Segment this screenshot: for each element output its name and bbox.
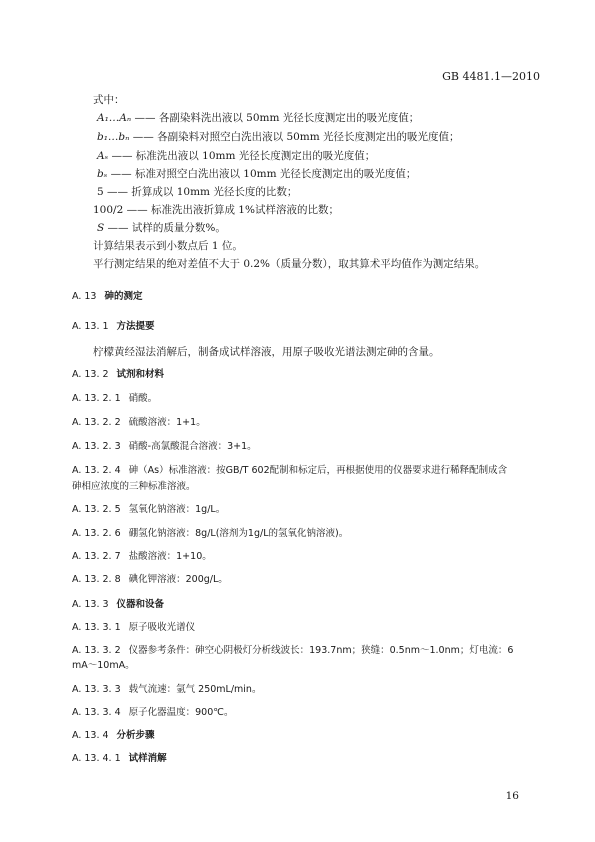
var-symbol: bₛ [97, 168, 108, 180]
clause-a13-3-2 [72, 644, 513, 658]
clause-text: 砷（As）标准溶液：按GB/T 602配制和标定后，再根据使用的仪器要求进行稀释配制成含 [128, 465, 508, 476]
formula-var-row [97, 185, 297, 199]
clause-number: A. 13. 2. 4 [72, 465, 121, 476]
clause-number: A. 13. 3. 3 [72, 684, 121, 695]
section-heading-a13-4 [72, 729, 155, 743]
page-number: 16 [505, 790, 519, 802]
section-number: A. 13 [72, 291, 97, 302]
clause-number: A. 13. 2. 2 [72, 417, 121, 428]
section-number: A. 13. 2 [72, 369, 109, 380]
clause-a13-2-4 [72, 464, 507, 478]
result-precision-note: 计算结果表示到小数点后 1 位。 [93, 240, 243, 252]
clause-number: A. 13. 2. 1 [72, 393, 121, 404]
clause-text: 硝酸-高氯酸混合溶液：3+1。 [128, 441, 257, 452]
var-desc: —— 折算成以 10mm 光径长度的比数； [107, 186, 298, 198]
var-desc: —— 标准对照空白洗出液以 10mm 光径长度测定出的吸光度值； [110, 168, 417, 180]
section-number: A. 13. 4. 1 [72, 753, 121, 764]
clause-number: A. 13. 2. 8 [72, 574, 121, 585]
clause-text: 氢氧化钠溶液：1g/L。 [128, 504, 226, 515]
clause-number: A. 13. 2. 7 [72, 551, 121, 562]
var-symbol: b₁…bₙ [97, 131, 130, 143]
section-title: 砷的测定 [104, 291, 143, 302]
formula-var-row [97, 130, 460, 144]
clause-a13-3-1 [72, 621, 195, 635]
section-title: 方法提要 [116, 321, 155, 332]
clause-a13-2-2 [72, 416, 206, 430]
clause-number: A. 13. 2. 6 [72, 528, 121, 539]
clause-number: A. 13. 2. 5 [72, 504, 121, 515]
clause-a13-3-2-continued: mA～10mA。 [72, 660, 135, 671]
clause-a13-2-7 [72, 550, 212, 564]
clause-text: 原子化器温度：900℃。 [128, 707, 234, 718]
clause-text: 硝酸。 [128, 393, 158, 404]
clause-a13-3-4 [72, 706, 233, 720]
formula-var-row [97, 167, 416, 181]
section-title: 试样消解 [128, 753, 167, 764]
var-desc: —— 标准洗出液折算成 1%试样溶液的比数； [126, 204, 339, 216]
section-number: A. 13. 1 [72, 321, 109, 332]
section-title: 仪器和设备 [116, 599, 165, 610]
clause-text: 硼氢化钠溶液：8g/L(溶剂为1g/L的氢氧化钠溶液)。 [128, 528, 349, 539]
clause-text: 碘化钾溶液：200g/L。 [128, 574, 228, 585]
section-title: 试剂和材料 [116, 369, 165, 380]
section-number: A. 13. 4 [72, 730, 109, 741]
var-symbol: 100/2 [93, 204, 124, 216]
var-desc: —— 各副染料对照空白洗出液以 50mm 光径长度测定出的吸光度值； [132, 131, 460, 143]
section-title: 分析步骤 [116, 730, 155, 741]
clause-a13-2-6 [72, 527, 348, 541]
clause-a13-2-4-continued: 砷相应浓度的三种标准溶液。 [72, 481, 196, 492]
formula-var-row [97, 221, 226, 235]
section-heading-a13 [72, 290, 142, 304]
clause-number: A. 13. 3. 4 [72, 707, 121, 718]
clause-a13-2-1 [72, 392, 157, 406]
section-heading-a13-4-1 [72, 752, 167, 766]
clause-text: 仪器参考条件：砷空心阴极灯分析线波长：193.7nm；狭缝：0.5nm～1.0nm；灯电流：6 [128, 645, 514, 656]
clause-text: 盐酸溶液：1+10。 [128, 551, 212, 562]
method-summary-text: 柠檬黄经湿法消解后，制备成试样溶液，用原子吸收光谱法测定砷的含量。 [93, 346, 440, 358]
clause-number: A. 13. 2. 3 [72, 441, 121, 452]
var-symbol: S [97, 222, 105, 234]
var-symbol: Aₛ [97, 150, 109, 162]
section-heading-a13-2 [72, 368, 164, 382]
formula-intro: 式中： [93, 94, 125, 106]
clause-text: 原子吸收光谱仪 [128, 622, 196, 633]
var-desc: —— 各副染料洗出液以 50mm 光径长度测定出的吸光度值； [134, 112, 420, 124]
clause-a13-2-8 [72, 573, 228, 587]
clause-a13-3-3 [72, 683, 261, 697]
var-symbol: A₁…Aₙ [97, 112, 132, 124]
var-desc: —— 试样的质量分数%。 [107, 222, 226, 234]
var-desc: —— 标准洗出液以 10mm 光径长度测定出的吸光度值； [111, 150, 376, 162]
clause-text: 载气流速：氩气 250mL/min。 [128, 684, 262, 695]
clause-number: A. 13. 3. 1 [72, 622, 121, 633]
var-symbol: 5 [97, 186, 104, 198]
clause-text: 硫酸溶液：1+1。 [128, 417, 206, 428]
clause-a13-2-3 [72, 440, 257, 454]
clause-number: A. 13. 3. 2 [72, 645, 121, 656]
section-heading-a13-3 [72, 598, 164, 612]
formula-var-row [97, 149, 375, 163]
parallel-result-note: 平行测定结果的绝对差值不大于 0.2%（质量分数），取其算术平均值作为测定结果。 [93, 258, 486, 270]
clause-a13-2-5 [72, 503, 225, 517]
formula-var-row [97, 111, 419, 125]
section-number: A. 13. 3 [72, 599, 109, 610]
formula-var-row [93, 203, 339, 217]
standard-code-header: GB 4481.1—2010 [442, 70, 540, 83]
section-heading-a13-1 [72, 320, 155, 334]
